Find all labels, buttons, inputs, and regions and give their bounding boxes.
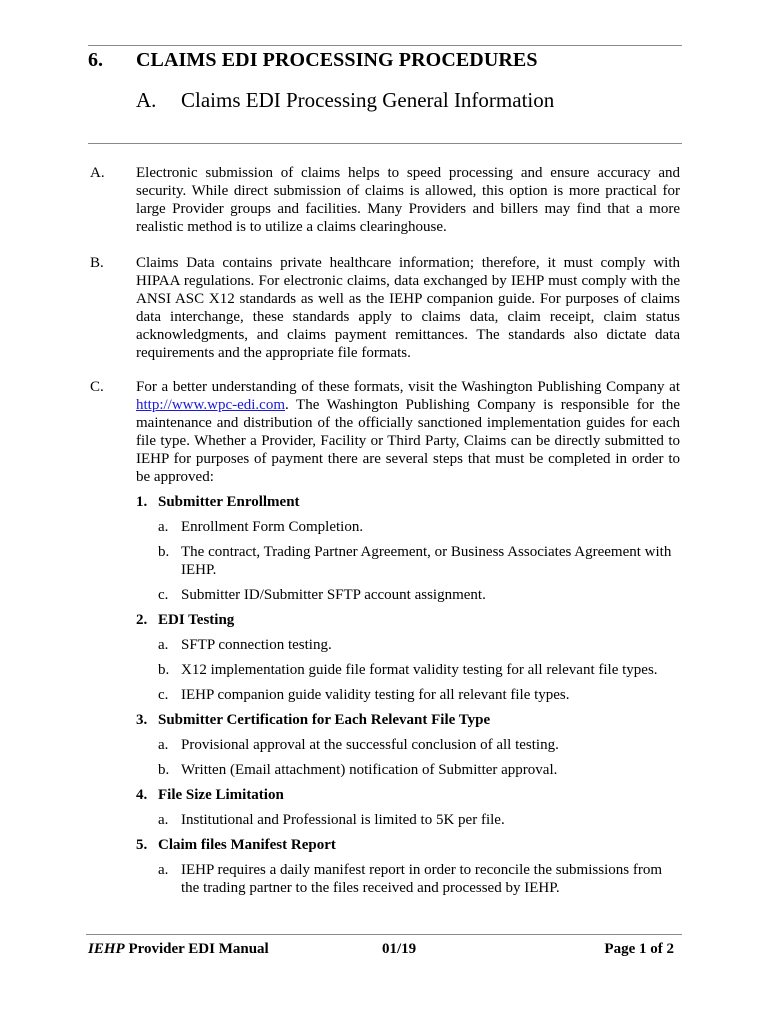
footer-page: Page 1 of 2 — [604, 941, 674, 957]
step-item — [136, 686, 680, 704]
paragraph-label: A. — [90, 165, 105, 181]
footer-rule — [86, 934, 682, 935]
item-text: The contract, Trading Partner Agreement, or Business Associates Agreement with IEHP. — [181, 544, 672, 578]
paragraph-text-after: . The Washington Publishing Company is responsible for the maintenance and distribution of the officially sanctioned implementation guides for each file type. Whether a Provider, Facility or Third Party, Claims can be directly submitted to IEHP for purposes of payment there are several steps that must be completed in order to be approved: — [136, 397, 680, 485]
step-heading — [136, 786, 680, 804]
paragraph-a — [90, 164, 680, 236]
step-item — [136, 761, 680, 779]
item-text: Submitter ID/Submitter SFTP account assignment. — [181, 587, 486, 603]
item-letter: a. — [158, 637, 169, 653]
section-number: 6. — [88, 49, 103, 71]
step-title: File Size Limitation — [158, 787, 284, 803]
step-number: 3. — [136, 712, 148, 728]
item-text: IEHP companion guide validity testing for all relevant file types. — [181, 687, 570, 703]
item-text: IEHP requires a daily manifest report in order to reconcile the submissions from the trading partner to the files received and processed by IEHP. — [181, 862, 662, 896]
footer-manual-title: Provider EDI Manual — [128, 941, 269, 957]
item-text: Written (Email attachment) notification of Submitter approval. — [181, 762, 558, 778]
subsection-letter: A. — [136, 88, 157, 112]
step-item — [136, 636, 680, 654]
step-number: 2. — [136, 612, 148, 628]
paragraph-text-before: For a better understanding of these formats, visit the Washington Publishing Company at — [136, 379, 680, 395]
paragraph-b — [90, 254, 680, 362]
item-letter: a. — [158, 812, 169, 828]
item-letter: a. — [158, 737, 169, 753]
item-text: X12 implementation guide file format validity testing for all relevant file types. — [181, 662, 658, 678]
paragraph-label: C. — [90, 379, 104, 395]
step-item — [136, 861, 680, 897]
item-letter: b. — [158, 544, 170, 560]
paragraph-c — [90, 378, 680, 486]
footer-manual — [88, 941, 269, 958]
step-item — [136, 736, 680, 754]
top-rule — [88, 45, 682, 46]
step-heading — [136, 493, 680, 511]
item-letter: b. — [158, 662, 170, 678]
step-title: Submitter Certification for Each Relevant File Type — [158, 712, 491, 728]
paragraph-label: B. — [90, 255, 104, 271]
item-letter: b. — [158, 762, 170, 778]
step-item — [136, 543, 680, 579]
step-item — [136, 811, 680, 829]
step-item — [136, 518, 680, 536]
subsection-title: Claims EDI Processing General Information — [181, 88, 555, 112]
item-letter: c. — [158, 687, 169, 703]
step-title: EDI Testing — [158, 612, 235, 628]
item-text: Enrollment Form Completion. — [181, 519, 364, 535]
wpc-link[interactable]: http://www.wpc-edi.com — [136, 397, 285, 413]
paragraph-text: Claims Data contains private healthcare information; therefore, it must comply with HIPAA regulations. For electronic claims, data exchanged by IEHP must comply with the ANSI ASC X12 standards as well as the IEHP companion guide. For purposes of claims data interchange, these standards apply to claims data, claim receipt, claim status acknowledgments, and claims payment remittances. The standards also dictate data requirements and the appropriate file formats. — [136, 255, 680, 361]
step-heading — [136, 611, 680, 629]
step-item — [136, 586, 680, 604]
paragraph-text — [136, 378, 680, 486]
item-letter: a. — [158, 862, 169, 878]
steps-list — [136, 493, 680, 904]
step-number: 5. — [136, 837, 148, 853]
item-text: Institutional and Professional is limited to 5K per file. — [181, 812, 505, 828]
step-heading — [136, 711, 680, 729]
item-text: SFTP connection testing. — [181, 637, 332, 653]
item-letter: c. — [158, 587, 169, 603]
item-letter: a. — [158, 519, 169, 535]
step-item — [136, 661, 680, 679]
step-heading — [136, 836, 680, 854]
paragraph-text: Electronic submission of claims helps to speed processing and ensure accuracy and security. While direct submission of claims is allowed, this option is more practical for large Provider groups and facilities. Many Providers and billers may find that a more realistic method is to utilize a claims clearinghouse. — [136, 165, 680, 235]
step-title: Claim files Manifest Report — [158, 837, 336, 853]
footer-org: IEHP — [88, 941, 125, 957]
step-number: 4. — [136, 787, 148, 803]
section-title: CLAIMS EDI PROCESSING PROCEDURES — [136, 49, 538, 71]
step-title: Submitter Enrollment — [158, 494, 300, 510]
header-rule — [88, 143, 682, 144]
item-text: Provisional approval at the successful conclusion of all testing. — [181, 737, 559, 753]
step-number: 1. — [136, 494, 148, 510]
footer-date: 01/19 — [382, 941, 417, 957]
